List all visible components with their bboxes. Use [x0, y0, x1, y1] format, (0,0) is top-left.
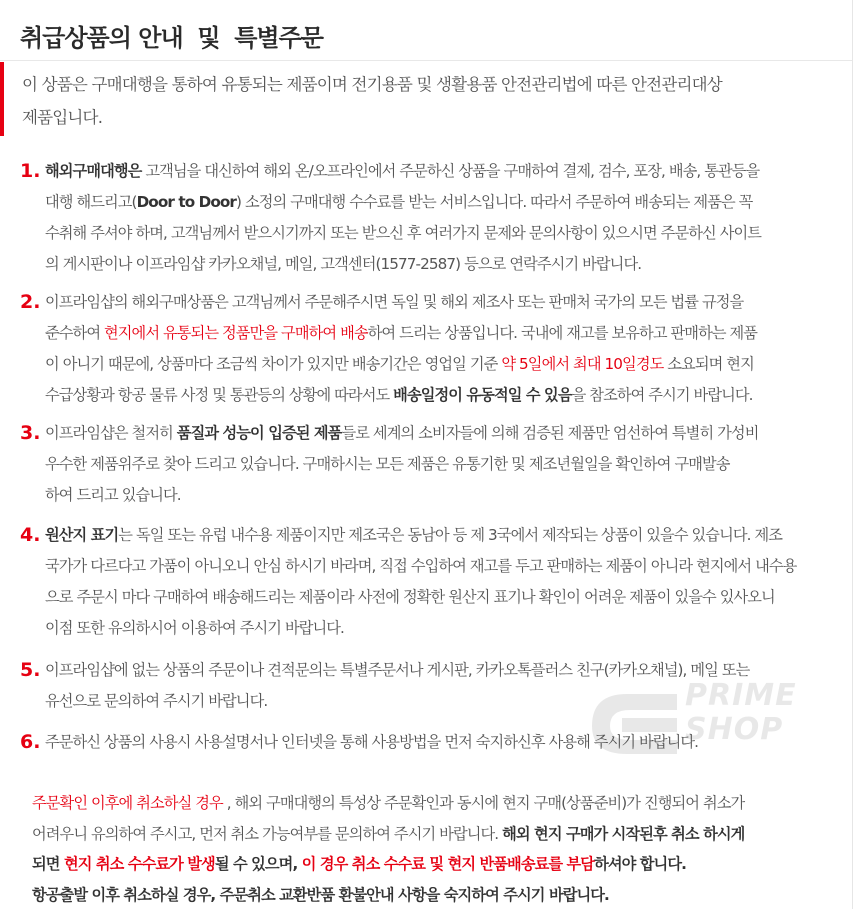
text-line — [32, 849, 850, 880]
text-line — [45, 686, 855, 717]
body-text: 소요되며 현지 — [663, 355, 753, 373]
body-text: 이프라임샵은 철저히 — [45, 424, 177, 442]
body-text: 을 참조하여 주시기 바랍니다. — [572, 386, 753, 404]
body-text: 어려우니 유의하여 주시고, 먼저 취소 가능여부를 문의하여 주시기 바랍니다. — [32, 825, 502, 843]
item-number: 2. — [20, 287, 40, 318]
emphasis-text: 품질과 성능이 입증된 제품 — [177, 424, 342, 442]
text-line — [45, 655, 855, 686]
title-divider — [0, 60, 852, 61]
emphasis-text: 하셔야 합니다. — [594, 855, 686, 873]
item-number: 1. — [20, 156, 40, 187]
text-line — [45, 156, 855, 187]
intro-line: 이 상품은 구매대행을 통하여 유통되는 제품이며 전기용품 및 생활용품 안전관리법에 따른 안전관리대상 — [22, 68, 842, 101]
emphasis-text: 해외 현지 구매가 시작된후 취소 하시게 — [502, 825, 744, 843]
text-line — [45, 349, 855, 380]
watermark-line2: SHOP — [685, 712, 783, 747]
body-text: 이 아니기 때문에, 상품마다 조금씩 차이가 있지만 배송기간은 영업일 기준 — [45, 355, 501, 373]
body-text: , 해외 구매대행의 특성상 주문확인과 동시에 현지 구매(상품준비)가 진행되어 취소가 — [223, 794, 744, 812]
text-line — [45, 449, 855, 480]
text-line — [32, 788, 850, 819]
text-line — [45, 287, 855, 318]
body-text: 유선으로 문의하여 주시기 바랍니다. — [45, 692, 267, 710]
emphasis-text: 되면 — [32, 855, 64, 873]
item-text — [45, 287, 855, 411]
emphasis-text: 배송일정이 유동적일 수 있음 — [393, 386, 571, 404]
text-line — [45, 727, 855, 758]
text-line — [45, 249, 855, 280]
item-text — [45, 156, 855, 280]
item-number: 4. — [20, 520, 40, 551]
item-number: 3. — [20, 418, 40, 449]
cancel-notice — [32, 788, 850, 910]
text-line — [45, 582, 855, 613]
emphasis-text: 해외구매대행은 — [45, 162, 141, 180]
body-text: 주문하신 상품의 사용시 사용설명서나 인터넷을 통해 사용방법을 먼저 숙지하신후 사용해 주시기 바랍니다. — [45, 733, 698, 751]
highlight-text: 현지에서 유통되는 정품만을 구매하여 배송 — [104, 324, 368, 342]
body-text: 는 독일 또는 유럽 내수용 제품이지만 제조국은 동남아 등 제 3국에서 제작되는 상품이 있을수 있습니다. 제조 — [118, 526, 782, 544]
accent-bar — [0, 62, 4, 136]
emphasis-text: Door to Door — [137, 193, 236, 211]
body-text: ) 소정의 구매대행 수수료를 받는 서비스입니다. 따라서 주문하여 배송되는 제품은 꼭 — [236, 193, 752, 211]
body-text: 하여 드리는 상품입니다. 국내에 재고를 보유하고 판매하는 제품 — [368, 324, 757, 342]
item-text — [45, 520, 855, 644]
text-line — [45, 480, 855, 511]
body-text: 들로 세계의 소비자들에 의해 검증된 제품만 엄선하여 특별히 가성비 — [341, 424, 758, 442]
emphasis-text: 항공출발 이후 취소하실 경우, 주문취소 교환반품 환불안내 사항을 숙지하여 주시기 바랍니다. — [32, 886, 609, 904]
text-line — [32, 880, 850, 910]
item-text — [45, 655, 855, 717]
body-text: 우수한 제품위주로 찾아 드리고 있습니다. 구매하시는 모든 제품은 유통기한 및 제조년월일을 확인하여 구매발송 — [45, 455, 730, 473]
body-text: 국가가 다르다고 가품이 아니오니 안심 하시기 바라며, 직접 수입하여 재고를 두고 판매하는 제품이 아니라 현지에서 내수용 — [45, 557, 796, 575]
body-text: 의 게시판이나 이프라임샵 카카오채널, 메일, 고객센터(1577-2587) 등으로 연락주시기 바랍니다. — [45, 255, 641, 273]
body-text: 대행 해드리고( — [45, 193, 137, 211]
highlight-text: 이 경우 취소 수수료 및 현지 반품배송료를 부담 — [302, 855, 594, 873]
highlight-text: 약 5일에서 최대 10일경도 — [501, 355, 663, 373]
item-number: 6. — [20, 727, 40, 758]
highlight-text: 주문확인 이후에 취소하실 경우 — [32, 794, 223, 812]
body-text: 이프라임샵에 없는 상품의 주문이나 견적문의는 특별주문서나 게시판, 카카오톡플러스 친구(카카오채널), 메일 또는 — [45, 661, 749, 679]
body-text: 고객님을 대신하여 해외 온/오프라인에서 주문하신 상품을 구매하여 결제, 검수, 포장, 배송, 통관등을 — [141, 162, 759, 180]
body-text: 하여 드리고 있습니다. — [45, 486, 181, 504]
text-line — [45, 551, 855, 582]
item-number: 5. — [20, 655, 40, 686]
body-text: 이프라임샵의 해외구매상품은 고객님께서 주문해주시면 독일 및 해외 제조사 또는 판매처 국가의 모든 법률 규정을 — [45, 293, 743, 311]
item-text — [45, 418, 855, 511]
watermark-line1: PRIME — [685, 678, 797, 713]
emphasis-text: 원산지 표기 — [45, 526, 118, 544]
body-text: 이점 또한 유의하시어 이용하여 주시기 바랍니다. — [45, 619, 344, 637]
text-line — [45, 520, 855, 551]
intro-line: 제품입니다. — [22, 101, 842, 134]
text-line — [45, 418, 855, 449]
body-text: 준수하여 — [45, 324, 104, 342]
intro-paragraph — [22, 68, 842, 134]
body-text: 수급상황과 항공 물류 사정 및 통관등의 상황에 따라서도 — [45, 386, 393, 404]
emphasis-text: 될 수 있으며, — [215, 855, 302, 873]
item-text — [45, 727, 855, 758]
text-line — [32, 819, 850, 850]
text-line — [45, 187, 855, 218]
text-line — [45, 613, 855, 644]
text-line — [45, 218, 855, 249]
body-text: 으로 주문시 마다 구매하여 배송해드리는 제품이라 사전에 정확한 원산지 표기나 확인이 어려운 제품이 있을수 있사오니 — [45, 588, 775, 606]
text-line — [45, 380, 855, 411]
text-line — [45, 318, 855, 349]
highlight-text: 현지 취소 수수료가 발생 — [64, 855, 215, 873]
page-title: 취급상품의 안내 및 특별주문 — [20, 18, 323, 53]
body-text: 수취해 주셔야 하며, 고객님께서 받으시기까지 또는 받으신 후 여러가지 문제와 문의사항이 있으시면 주문하신 사이트 — [45, 224, 761, 242]
